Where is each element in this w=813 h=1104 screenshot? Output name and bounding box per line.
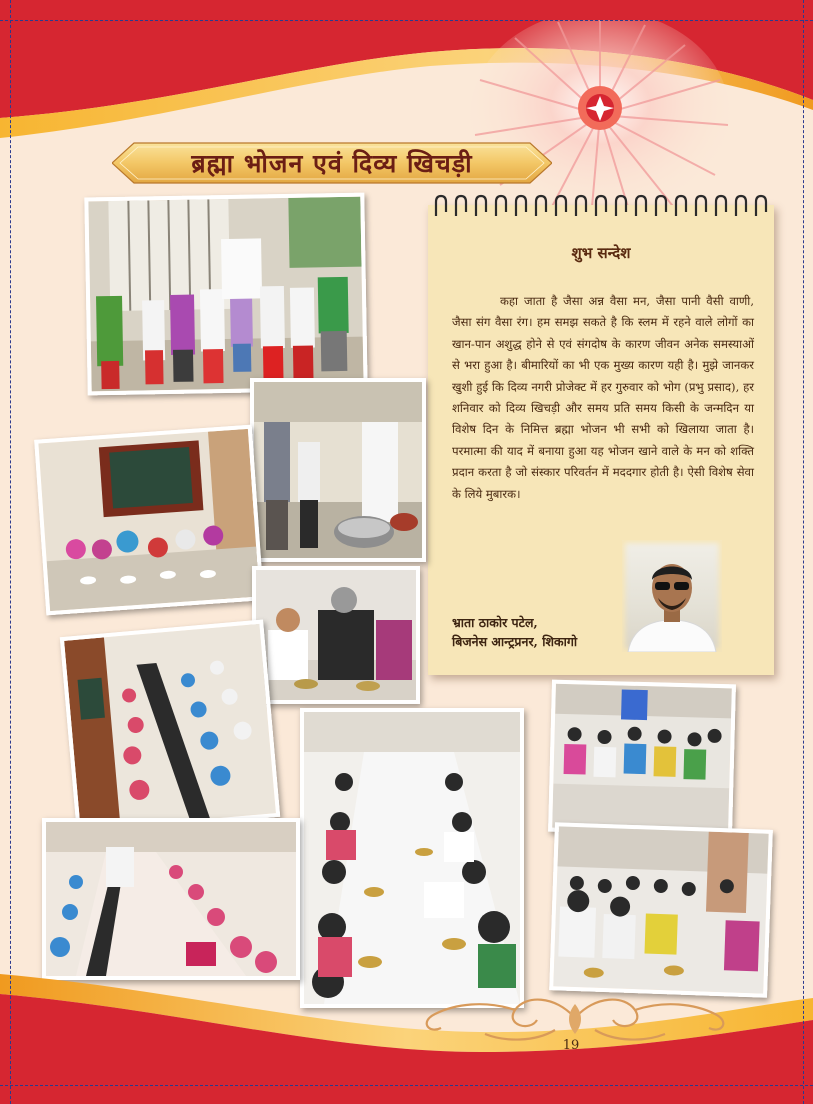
photo-children-group xyxy=(84,193,367,396)
photo-serving-food xyxy=(250,378,426,562)
notebook-spiral-binding xyxy=(428,192,774,220)
page-title: ब्रह्मा भोजन एवं दिव्य खिचड़ी xyxy=(191,149,473,178)
photo-feeding-child xyxy=(252,566,420,704)
photo-children-row-hall xyxy=(60,619,280,834)
photo-children-seated-right xyxy=(548,680,736,837)
page-number: 19 xyxy=(562,1038,580,1053)
photo-long-hall-children xyxy=(42,818,300,980)
signature-name: भ्राता ठाकोर पटेल, xyxy=(452,615,538,630)
message-heading: शुभ सन्देश xyxy=(571,244,631,262)
signature-title: बिजनेस आन्ट्रप्रनर, शिकागो xyxy=(452,634,578,649)
message-body: कहा जाता है जैसा अन्न वैसा मन, जैसा पानी वैसी वाणी, जैसा संग वैसा रंग। हम समझ सकते है कि स्लम में रहने वाले लोगों का खान-पान अशुद्ध होने से एवं संगदोष के कारण जीवन अनेक समस्याओं से भरा हुआ है। बीमारियों का भी एक मुख्य कारण यही है। मुझे जानकर खुशी हुई कि दिव्य नगरी प्रोजेक्ट में हर गुरुवार को भोग (प्रभु प्रसाद), हर शनिवार को दिव्य खिचड़ी और समय प्रति समय किसी के जन्मदिन या विशेष दिन के निमित्त ब्रह्मा भोजन भी सभी को खिलाया जाता है। परमात्मा की याद में बनाया हुआ यह भोजन खाने वाले के मन को शक्ति प्रदान करता है जो संस्कार परिवर्तन में मददगार होती है। ऐसी विशेष सेवा के लिये मुबारक। xyxy=(452,294,754,501)
portrait-photo xyxy=(622,540,722,652)
photo-children-eating-blackboard xyxy=(34,425,264,616)
portrait-illustration xyxy=(622,540,722,652)
bottom-ornament-scroll xyxy=(405,990,745,1045)
